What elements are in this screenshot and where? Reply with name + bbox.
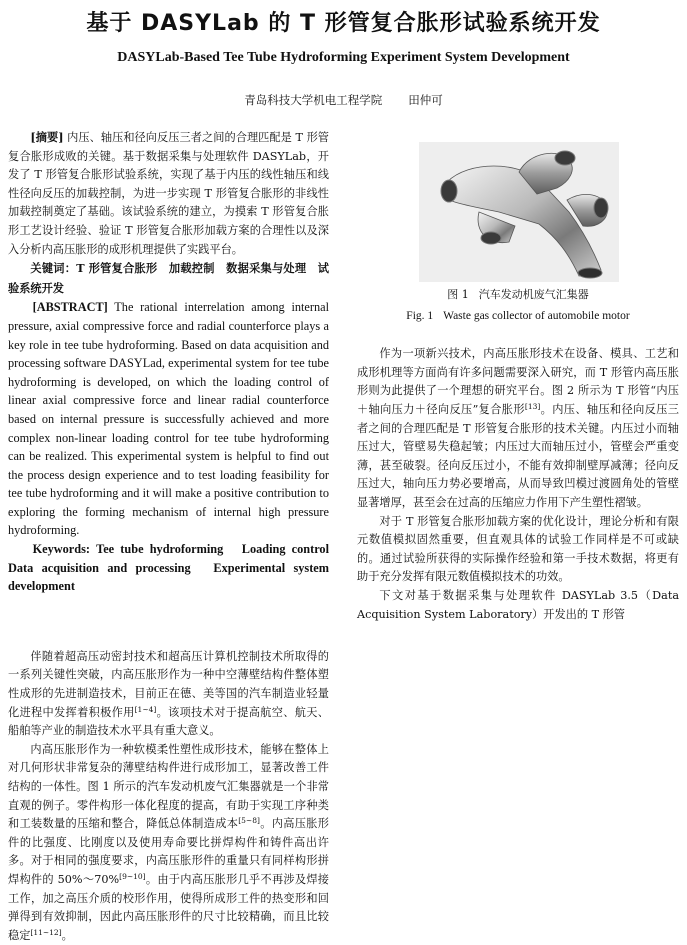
paper-title-en: DASYLab-Based Tee Tube Hydroforming Experiment System Development [117, 50, 570, 65]
keywords-cn [8, 259, 329, 298]
abstract-cn [8, 128, 329, 259]
body-p3-tail: 。内压、轴压和径向反压三者之间的合理匹配是 T 形管复合胀形的技术关键。内压过小而轴压过大，管壁易失稳起皱；内压过大而轴压过小，管壁会严重变薄，甚至破裂。径向反压过小，不能有效抑制壁厚减薄；径向反压过大，轴向压力势必要增高，从而导致凹模过渡圆角处的管壁显著增厚，甚至会在过高的压缩应力作用下产生塑性褶皱。 [357, 402, 679, 509]
keywords-en [8, 540, 342, 596]
exhaust-manifold-illustration [419, 142, 619, 282]
keywords-en-text: Tee tube hydroforming Loading control Data acquisition and processing Experimental system development [8, 542, 342, 594]
figure-1-caption-cn [357, 286, 679, 305]
abstract-en-text: The rational interrelation among internal pressure, axial compressive force and radial counterforce plays a key role in tee tube hydroforming. Based on data acquisition and processing software DASYLad, experimental system for tee tube hydroforming is developed, on which the loading control of linear axial compressive force and linear radial counterforce based on internal pressure is successfully achieved and more complex non-linear loading control for tee tube hydroforming can be realized. This experimental system is helpful to find out the process design experience and to test loading feasibility for tee tube hydroforming and it will make a positive contribution to exploring the forming mechanism of internal high pressure hydroforming. [8, 300, 329, 538]
keywords-en-label: Keywords: [32, 542, 90, 557]
body-paragraph-5: 下文对基于数据采集与处理软件 DASYLab 3.5（Data Acquisition System Laboratory）开发出的 T 形管 [357, 588, 679, 621]
body-paragraph-1 [8, 648, 329, 741]
abstract-en [8, 298, 329, 540]
citation: [9~10] [119, 871, 146, 881]
paper-title-cn: 基于 DASYLab 的 T 形管复合胀形试验系统开发 [86, 11, 601, 36]
abstract-cn-label: [摘要] [30, 130, 64, 144]
body-p2-tail: 。由于内高压胀形几乎不再涉及焊接工作，加之高压介质的校形作用，使得所成形工件的热变形和回弹得到有效抑制，因此内高压胀形件的尺寸比较精确，而且比较稳定 [8, 872, 329, 942]
body-paragraph-3 [357, 345, 679, 512]
body-p2-mid: 。内高压胀形件的比强度、比刚度以及使用寿命要比拼焊构件和铸件高出许多。对于相同的强度要求，内高压胀形件的重量只有同样构形拼焊构件的 50%～70% [8, 817, 329, 886]
body-p2-end: 。 [61, 928, 73, 942]
abstract-en-label: [ABSTRACT] [32, 300, 108, 315]
citation: [1~4] [134, 704, 157, 714]
section-gap [8, 596, 329, 648]
author-name: 田仲可 [408, 93, 443, 107]
citation: [13] [524, 401, 541, 411]
body-p1-text: 伴随着超高压动密封技术和超高压计算机控制技术所取得的一系列关键性突破，内高压胀形作为一种中空薄壁结构件整体塑性成形的先进制造技术，目前正在德、美等国的汽车制造业轻量化进程中发挥着积极作用 [8, 649, 329, 719]
right-column [357, 128, 679, 624]
keywords-cn-text: T 形管复合胀形 加载控制 数据采集与处理 试验系统开发 [8, 261, 329, 295]
body-p2-text: 内高压胀形作为一种软模柔性塑性成形技术，能够在整体上对几何形状非常复杂的薄壁结构件进行成形加工，显著改善工件结构的一体性。图 1 所示的汽车发动机废气汇集器就是一个非常直观的例子。零件构形一体化程度的提高，有助于实现工序种类和工装数量的压缩和整合，降低总体制造成本 [8, 742, 329, 831]
figure-1-caption-en [357, 307, 679, 326]
affiliation: 青岛科技大学机电工程学院 [244, 93, 383, 107]
figure-1-number-en: Fig. 1 [406, 309, 434, 322]
body-p3-text: 作为一项新兴技术，内高压胀形技术在设备、模具、工艺和成形机理等方面尚有许多问题需要深入研究，而 T 形管内高压胀形则为此提供了一个理想的研究平台。图 2 所示为 T 形管“内压＋轴向压力＋径向反压”复合胀形 [357, 347, 679, 416]
body-p1-tail: 。该项技术对于提高航空、航天、船舶等产业的制造技术水平具有重大意义。 [8, 705, 329, 738]
keywords-cn-label: 关键词： [30, 261, 77, 276]
body-paragraph-4: 对于 T 形管复合胀形加载方案的优化设计，理论分析和有限元数值模拟固然重要，但直观具体的试验工作同样是不可或缺的。通过试验所获得的实际操作经验和第一手技术数据，将更有助于充分发挥有限元数值模拟技术的功效。 [357, 514, 679, 584]
figure-1-image [357, 142, 679, 282]
citation: [11~12] [30, 927, 62, 937]
citation: [5~8] [238, 816, 260, 826]
abstract-cn-text: 内压、轴压和径向反压三者之间的合理匹配是 T 形管复合胀形成败的关键。基于数据采集与处理软件 DASYLab，开发了 T 形管复合胀形试验系统，实现了基于内压的线性轴压和线性径向反压的加载控制，为进一步实现 T 形管复合胀形的非线性加载控制奠定了基础。该试验系统的建立，为摸索 T 形管复合胀形工艺设计经验、验证 T 形管复合胀形加载方案的合理性以及深入分析内高压胀形的成形机理提供了实践平台。 [8, 131, 329, 256]
left-column [8, 128, 342, 945]
figure-1-title-cn: 汽车发动机废气汇集器 [478, 288, 589, 301]
figure-1-number-cn: 图 1 [447, 288, 469, 301]
author-line [0, 92, 687, 108]
body-paragraph-2 [8, 741, 329, 945]
figure-1-title-en: Waste gas collector of automobile motor [443, 309, 630, 322]
